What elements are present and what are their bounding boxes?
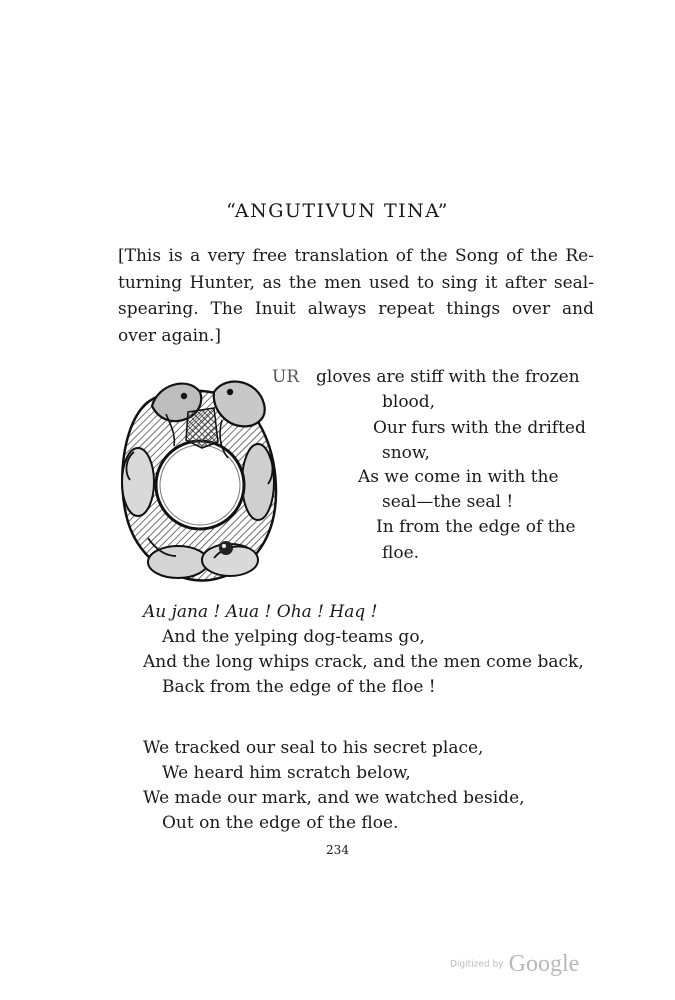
ornament-seal-ring-icon: [118, 362, 278, 592]
verse-line: Our furs with the drifted: [373, 418, 586, 438]
intro-note: [118, 243, 594, 349]
verse-line: snow,: [382, 443, 430, 463]
google-logo: Google: [508, 951, 580, 977]
verse-line: We heard him scratch below,: [162, 763, 411, 783]
intro-line: over again.]: [118, 325, 222, 346]
verse-line: Out on the edge of the floe.: [162, 813, 399, 833]
watermark-prefix: Digitized by: [450, 959, 504, 970]
verse-line: In from the edge of the: [376, 517, 576, 537]
verse-line: We made our mark, and we watched beside,: [143, 788, 525, 808]
verse-line: floe.: [382, 543, 420, 563]
verse-line: blood,: [382, 392, 436, 412]
chorus-line: Au jana ! Aua ! Oha ! Haq !: [143, 602, 378, 622]
chorus-line: And the yelping dog-teams go,: [162, 627, 425, 647]
poem-title: “ANGUTIVUN TINA”: [226, 200, 449, 222]
digitized-watermark: [450, 951, 579, 978]
intro-line: turning Hunter, as the men used to sing it after seal-: [118, 272, 594, 293]
verse-line: We tracked our seal to his secret place,: [143, 738, 484, 758]
chorus-line: And the long whips crack, and the men come back,: [143, 652, 584, 672]
intro-line: [This is a very free translation of the Song of the Re-: [118, 246, 594, 266]
verse-line: As we come in with the: [358, 467, 559, 487]
verse-line: gloves are stiff with the frozen: [316, 367, 580, 387]
page-number: 234: [326, 843, 349, 857]
chorus-line: Back from the edge of the floe !: [162, 677, 436, 697]
verse-line: seal—the seal !: [382, 492, 514, 512]
initial-letters: UR: [272, 367, 300, 387]
intro-line: spearing. The Inuit always repeat things over and: [118, 299, 594, 319]
